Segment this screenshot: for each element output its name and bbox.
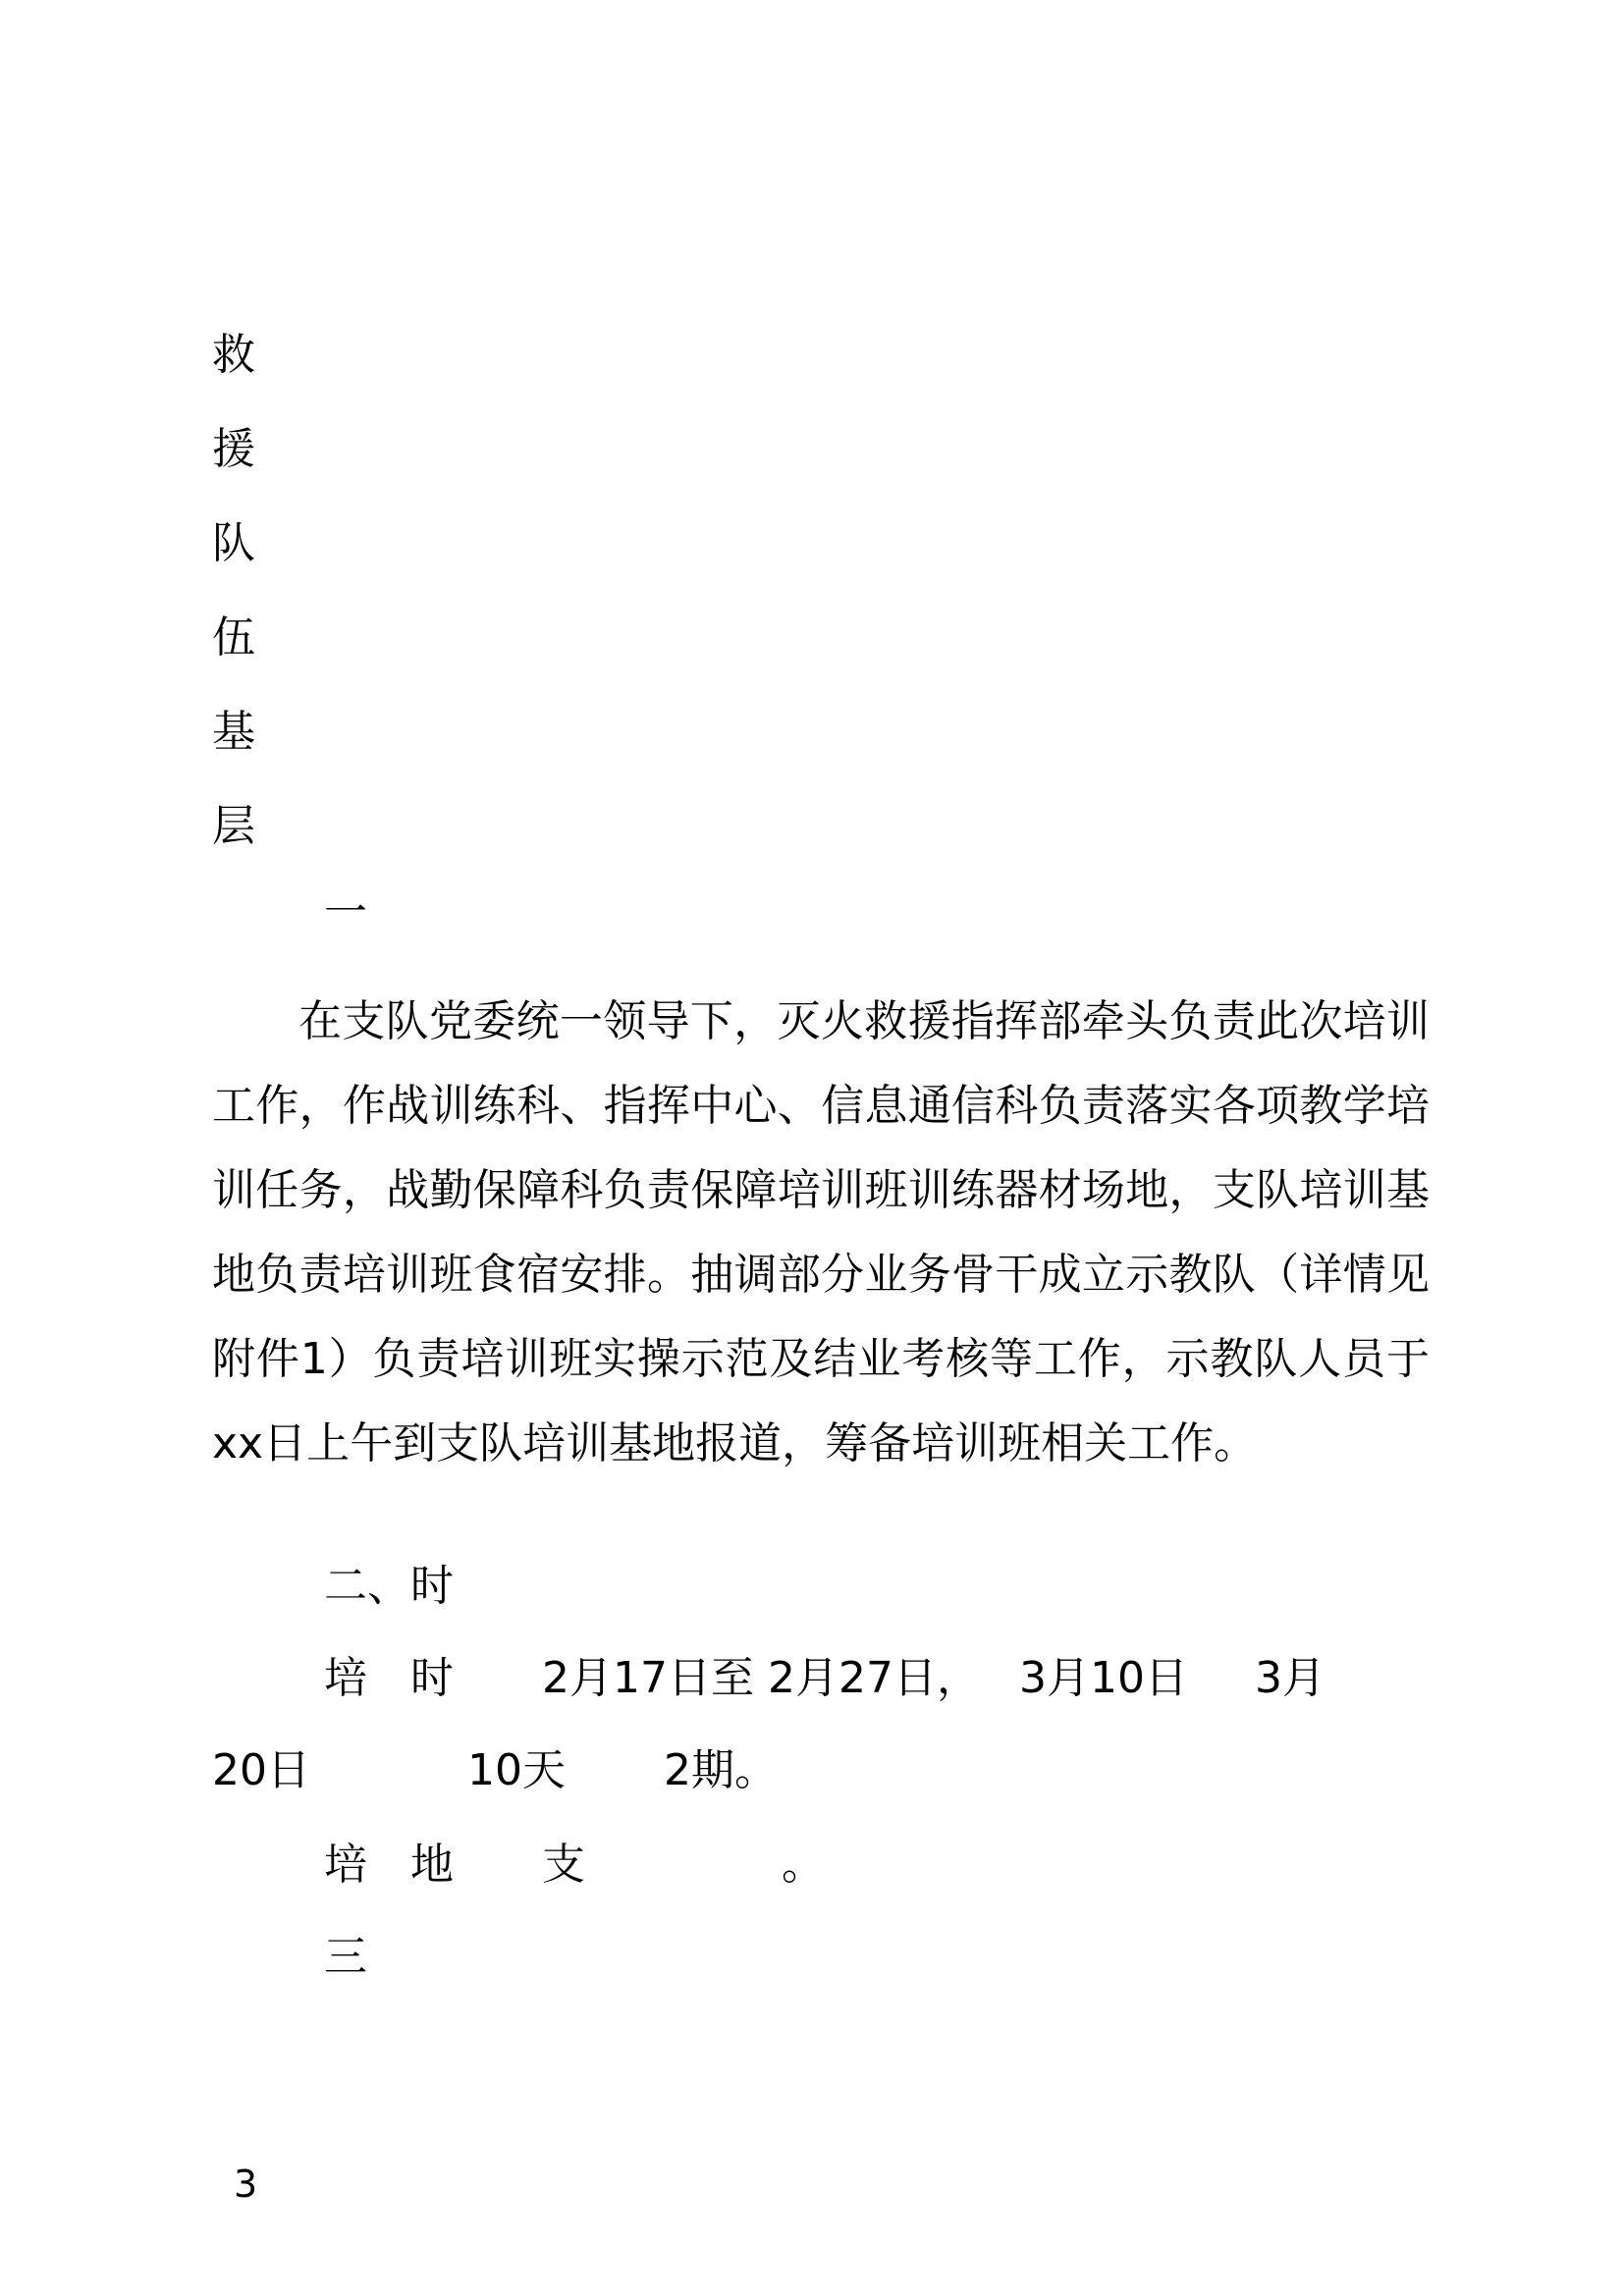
vertical-title-char-3: 队: [212, 518, 255, 568]
vertical-title-char-1: 救: [212, 330, 255, 380]
time-label-a: 培: [324, 1653, 367, 1703]
place-value-start: 支: [542, 1840, 585, 1890]
place-label-a: 培: [324, 1840, 367, 1890]
time-line: [324, 1649, 1325, 1708]
place-line: [324, 1836, 825, 1895]
place-value-end: 。: [782, 1840, 825, 1890]
time-range-2-start: 3月10日: [1018, 1653, 1188, 1703]
time-range-1: 2月17日至 2月27日，: [542, 1653, 980, 1703]
time-range-2-end-b: 20日: [212, 1745, 310, 1795]
time-sessions: 2期。: [664, 1745, 778, 1795]
vertical-title-char-2: 援: [212, 424, 255, 474]
section-two-heading: 二、时: [324, 1561, 454, 1611]
time-label-b: 时: [410, 1653, 454, 1703]
time-duration: 10天: [467, 1745, 566, 1795]
section-one-paragraph: 在支队党委统一领导下，灭火救援指挥部牵头负责此次培训工作，作战训练科、指挥中心、信息通信科负责落实各项教学培训任务，战勤保障科负责保障培训班训练器材场地，支队培训基地负责培训班食宿安排。抽调部分业务骨干成立示教队（详情见附件1）负责培训班实操示范及结业考核等工作，示教队人员于xx日上午到支队培训基地报道，筹备培训班相关工作。: [212, 996, 1430, 1468]
section-one-marker: 一: [324, 887, 367, 937]
vertical-title-char-4: 伍: [212, 613, 255, 663]
vertical-title-char-5: 基: [212, 707, 255, 757]
time-line-continuation: [212, 1741, 778, 1800]
section-three-marker: 三: [324, 1932, 367, 1982]
vertical-title-char-6: 层: [212, 801, 255, 851]
page-number: 3: [234, 2163, 258, 2206]
time-range-2-end-a: 3月: [1254, 1653, 1325, 1703]
place-label-b: 地: [410, 1840, 454, 1890]
